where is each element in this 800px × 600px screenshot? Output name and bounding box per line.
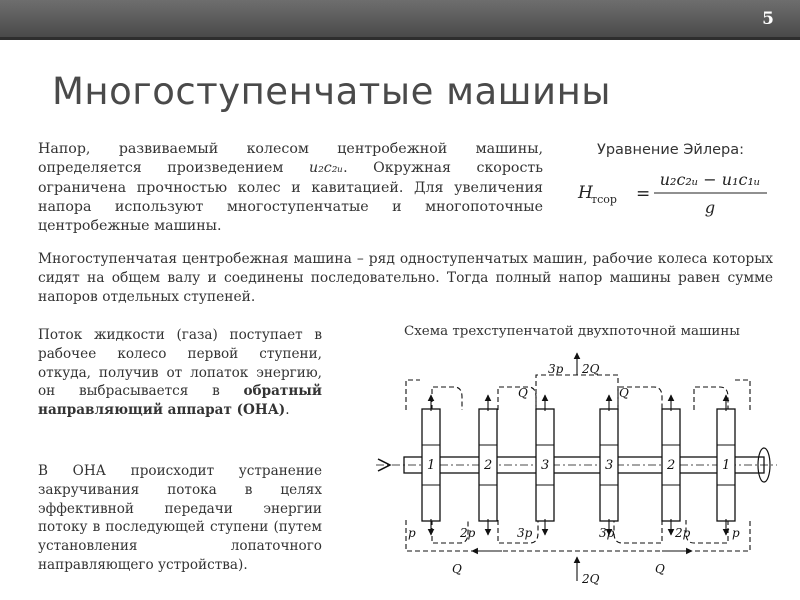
bottom-label-2: 2p (460, 526, 476, 540)
flow-bold-term: обратный направляющий аппарат (ОНА) (38, 383, 322, 418)
flow-text: Поток жидкости (газа) поступает в рабочее колесо первой ступени, откуда, получив от лопаток энергию, он выбрасывается в (38, 327, 322, 400)
ona-paragraph: В ОНА происходит устранение закручивания потока в целях эффективной передачи энергии потоку в последующей ступени (путем установления лопаточного направляющего устройства). (38, 463, 322, 573)
header-divider (0, 37, 800, 40)
bottom-label-1: p (408, 526, 416, 540)
wheel-label-5: 2 (667, 458, 676, 473)
intro-formula: u₂c₂ᵤ (308, 160, 344, 177)
euler-numerator: u₂c₂ᵤ − u₁c₁ᵤ (659, 170, 761, 189)
definition-paragraph: Многоступенчатая центробежная машина – ряд одноступенчатых машин, рабочие колеса которых сидят на общем валу и соединены последовательно. Тогда полный напор машины равен сумме напоров отдельных ступеней. (38, 251, 773, 305)
flow-paragraph (38, 326, 322, 420)
bottom-flow-q-left: Q (452, 562, 462, 576)
bottom-flow-2q: 2Q (582, 572, 600, 586)
top-label-q-right: Q (619, 386, 629, 400)
pump-scheme-diagram (372, 345, 782, 595)
euler-equals: = (636, 184, 651, 204)
flow-end: . (285, 402, 290, 418)
euler-denominator: g (704, 198, 716, 217)
slide-title: Многоступенчатые машины (52, 70, 611, 113)
bottom-label-5: 2p (675, 526, 691, 540)
euler-lhs-sub: тсор (591, 193, 617, 206)
bottom-flow-q-right: Q (655, 562, 665, 576)
slide-number: 5 (762, 9, 774, 29)
top-label-3p: 3p (548, 362, 564, 376)
intro-text-before: Напор, развиваемый колесом центробежной машины, определяется произведением (38, 141, 543, 177)
bottom-label-6: p (732, 526, 740, 540)
header-bar (0, 0, 800, 37)
wheel-label-4: 3 (605, 458, 614, 473)
euler-lhs: H (578, 183, 593, 203)
wheel-label-3: 3 (541, 458, 550, 473)
top-label-q-left: Q (518, 386, 528, 400)
scheme-caption: Схема трехступенчатой двухпоточной машины (404, 324, 740, 339)
intro-text-after: . Окружная скорость ограничена прочностью колес и кавитацией. Для увеличения напора используют многоступенчатые и многопоточные центробежные машины. (38, 160, 543, 235)
wheel-label-1: 1 (427, 458, 436, 473)
euler-equation (574, 163, 774, 223)
euler-label: Уравнение Эйлера: (597, 142, 745, 158)
bottom-label-3: 3p (517, 526, 533, 540)
top-label-2q: 2Q (582, 362, 600, 376)
intro-paragraph (38, 140, 543, 237)
wheel-label-6: 1 (722, 458, 731, 473)
wheel-label-2: 2 (484, 458, 493, 473)
bottom-label-4: 3p (599, 526, 615, 540)
